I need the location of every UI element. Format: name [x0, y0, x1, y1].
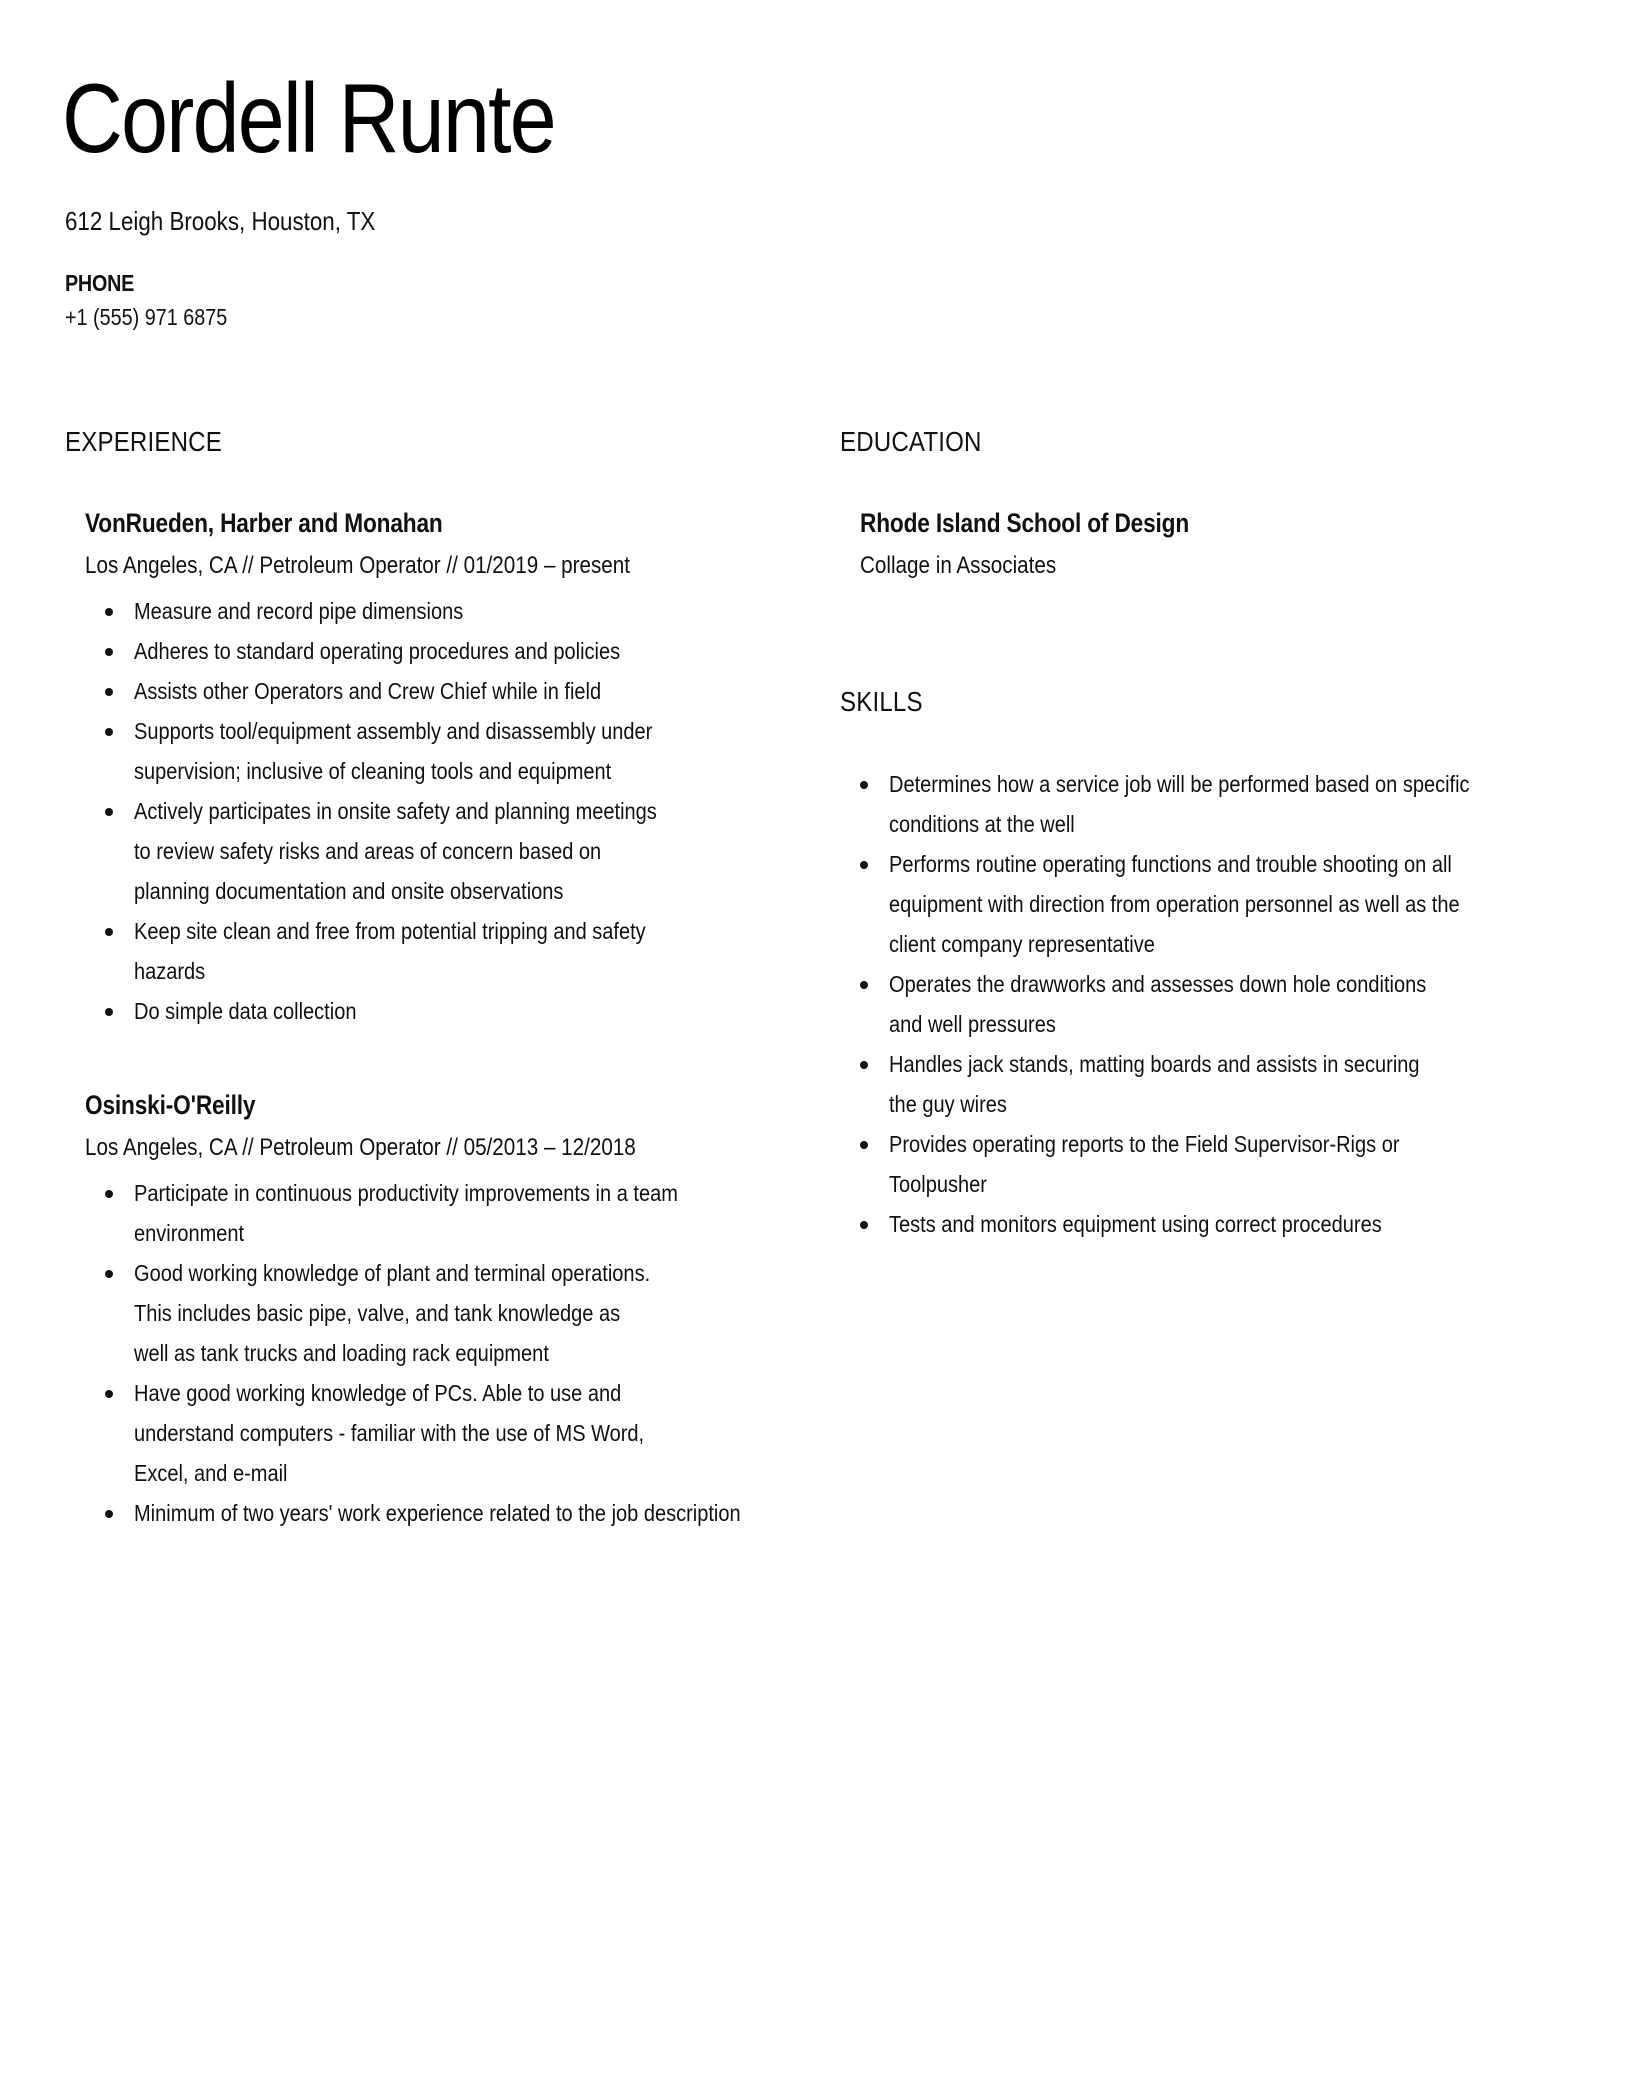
bullet-icon: [860, 981, 868, 989]
bullet-icon: [105, 1008, 113, 1016]
list-item: [85, 1253, 795, 1373]
section-title-experience: EXPERIENCE: [65, 426, 222, 457]
skill-text: Determines how a service job will be performed based on specific conditions at the well: [889, 771, 1470, 837]
bullet-text: Actively participates in onsite safety and planning meetings to review safety risks and areas of concern based on planning documentation and onsite observations: [134, 798, 657, 904]
list-item: [85, 1373, 795, 1493]
list-item: [85, 671, 795, 711]
bullet-icon: [860, 1221, 868, 1229]
bullet-icon: [860, 1141, 868, 1149]
bullet-icon: [105, 1270, 113, 1278]
phone-number: +1 (555) 971 6875: [65, 304, 228, 330]
list-item: [85, 991, 795, 1031]
skills-section: [840, 684, 1570, 1244]
skill-text: Operates the drawworks and assesses down hole conditions and well pressures: [889, 971, 1427, 1037]
education-section: [840, 424, 1570, 583]
bullet-icon: [105, 928, 113, 936]
list-item: [85, 591, 795, 631]
list-item: [840, 1204, 1570, 1244]
experience-section: [65, 424, 795, 1533]
job-meta: Los Angeles, CA // Petroleum Operator // 05/2013 – 12/2018: [85, 1134, 636, 1161]
bullet-text: Participate in continuous productivity improvements in a team environment: [134, 1180, 678, 1246]
list-item: [840, 1124, 1570, 1204]
job-entry: [85, 1087, 795, 1533]
bullet-text: Do simple data collection: [134, 998, 357, 1024]
section-title-education: EDUCATION: [840, 426, 982, 457]
bullet-icon: [105, 728, 113, 736]
bullet-text: Supports tool/equipment assembly and disassembly under supervision; inclusive of cleaning tools and equipment: [134, 718, 653, 784]
bullet-icon: [860, 781, 868, 789]
degree: Collage in Associates: [860, 552, 1057, 579]
bullet-text: Good working knowledge of plant and terminal operations. This includes basic pipe, valve, and tank knowledge as well as tank trucks and loading rack equipment: [134, 1260, 651, 1366]
job-bullets: [85, 591, 795, 1031]
skill-text: Handles jack stands, matting boards and assists in securing the guy wires: [889, 1051, 1420, 1117]
bullet-text: Have good working knowledge of PCs. Able to use and understand computers - familiar with the use of MS Word, Excel, and e-mail: [134, 1380, 645, 1486]
school-name: Rhode Island School of Design: [860, 508, 1190, 538]
list-item: [85, 911, 795, 991]
bullet-icon: [105, 648, 113, 656]
skill-text: Tests and monitors equipment using correct procedures: [889, 1211, 1382, 1237]
candidate-name: Cordell Runte: [62, 63, 555, 173]
bullet-text: Measure and record pipe dimensions: [134, 598, 464, 624]
education-entry: [860, 505, 1570, 583]
list-item: [840, 964, 1570, 1044]
phone-label: PHONE: [65, 270, 135, 296]
job-meta: Los Angeles, CA // Petroleum Operator // 01/2019 – present: [85, 552, 630, 579]
address: 612 Leigh Brooks, Houston, TX: [65, 206, 376, 236]
bullet-icon: [105, 1510, 113, 1518]
skill-text: Performs routine operating functions and trouble shooting on all equipment with direction from operation personnel as well as the client company representative: [889, 851, 1460, 957]
bullet-icon: [105, 1390, 113, 1398]
bullet-text: Keep site clean and free from potential tripping and safety hazards: [134, 918, 646, 984]
bullet-icon: [105, 688, 113, 696]
list-item: [840, 1044, 1570, 1124]
job-company: Osinski-O'Reilly: [85, 1090, 256, 1120]
job-entry: [85, 505, 795, 1031]
list-item: [85, 1493, 795, 1533]
list-item: [840, 844, 1570, 964]
list-item: [85, 711, 795, 791]
bullet-text: Assists other Operators and Crew Chief while in field: [134, 678, 602, 704]
skills-list: [840, 764, 1570, 1244]
right-column: [840, 424, 1570, 1244]
list-item: [85, 1173, 795, 1253]
skill-text: Provides operating reports to the Field Supervisor-Rigs or Toolpusher: [889, 1131, 1400, 1197]
bullet-icon: [860, 861, 868, 869]
bullet-icon: [860, 1061, 868, 1069]
bullet-text: Minimum of two years' work experience related to the job description: [134, 1500, 741, 1526]
list-item: [85, 791, 795, 911]
list-item: [85, 631, 795, 671]
list-item: [840, 764, 1570, 844]
job-company: VonRueden, Harber and Monahan: [85, 508, 443, 538]
bullet-icon: [105, 608, 113, 616]
bullet-icon: [105, 808, 113, 816]
section-title-skills: SKILLS: [840, 686, 923, 717]
bullet-icon: [105, 1190, 113, 1198]
bullet-text: Adheres to standard operating procedures and policies: [134, 638, 621, 664]
job-bullets: [85, 1173, 795, 1533]
